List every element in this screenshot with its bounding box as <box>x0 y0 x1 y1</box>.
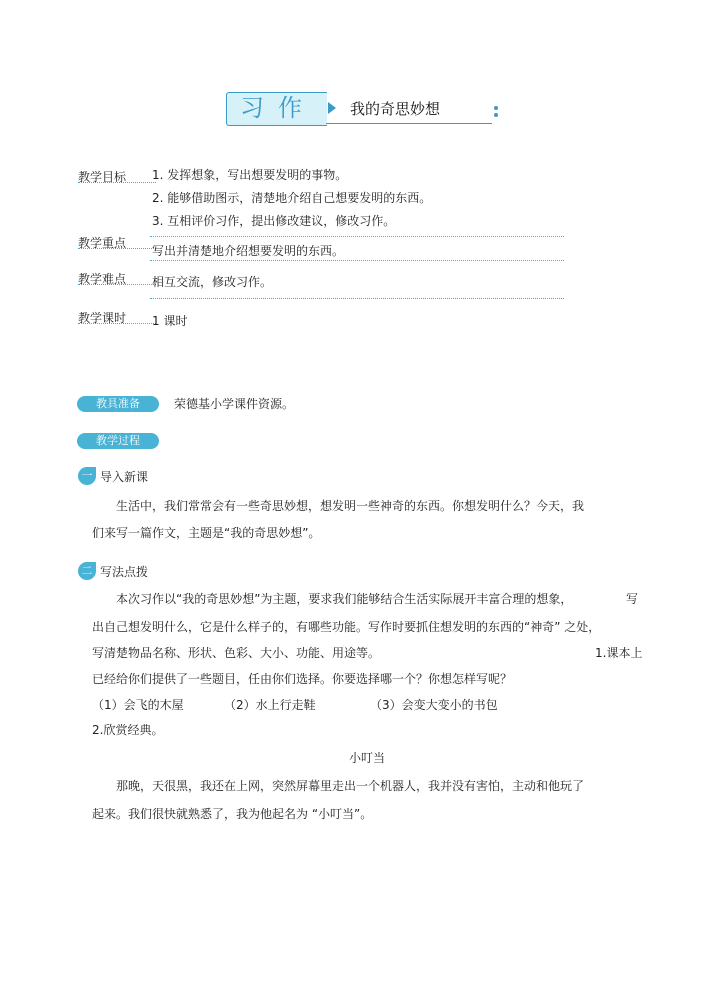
section-title-2: 写法点拨 <box>100 565 149 579</box>
section2-line-1-tail: 写 <box>626 592 639 606</box>
section-badge-1: 一 <box>78 467 96 485</box>
difficulty-text: 相互交流，修改习作。 <box>152 275 273 289</box>
section1-line-2: 们来写一篇作文，主题是“我的奇思妙想”。 <box>92 526 321 540</box>
goal-item-3: 3. 互相评价习作，提出修改建议，修改习作。 <box>152 214 396 228</box>
section1-line-1: 生活中，我们常常会有一些奇思妙想，想发明一些神奇的东西。你想发明什么？今天，我 <box>116 499 585 513</box>
hours-text: 1 课时 <box>152 314 188 328</box>
focus-text: 写出并清楚地介绍想要发明的东西。 <box>152 244 345 258</box>
section2-item-2: 2.欣赏经典。 <box>92 723 164 737</box>
process-pill: 教学过程 <box>77 433 159 449</box>
hours-label-underline <box>78 323 156 324</box>
row-divider <box>150 298 564 299</box>
option-2: （2）水上行走鞋 <box>224 698 316 712</box>
row-divider <box>150 260 564 261</box>
goal-item-1: 1. 发挥想象，写出想要发明的事物。 <box>152 168 348 182</box>
section2-line-3: 写清楚物品名称、形状、色彩、大小、功能、用途等。 <box>92 646 381 660</box>
arrow-right-icon <box>328 102 336 114</box>
row-divider <box>150 236 564 237</box>
section2-line-2: 出自己想发明什么，它是什么样子的，有哪些功能。写作时要抓住想发明的东西的“神奇” 之处， <box>92 620 601 634</box>
title-banner <box>226 92 496 126</box>
section2-item-1: 1.课本上 <box>595 646 643 660</box>
prep-text: 荣德基小学课件资源。 <box>174 397 295 411</box>
difficulty-label: 教学难点 <box>78 272 127 286</box>
option-1: （1）会飞的木屋 <box>92 698 184 712</box>
focus-label-underline <box>78 248 156 249</box>
hours-label: 教学课时 <box>78 311 127 325</box>
goals-label-underline <box>78 182 156 183</box>
section-badge-2: 二 <box>78 562 96 580</box>
section2-line-4: 已经给你们提供了一些题目，任由你们选择。你要选择哪一个？你想怎样写呢？ <box>92 672 513 686</box>
banner-subtitle: 我的奇思妙想 <box>350 100 441 118</box>
focus-label: 教学重点 <box>78 236 127 250</box>
goal-item-2: 2. 能够借助图示，清楚地介绍自己想要发明的东西。 <box>152 191 432 205</box>
story-line-1: 那晚，天很黑，我还在上网，突然屏幕里走出一个机器人，我并没有害怕，主动和他玩了 <box>116 779 585 793</box>
dots-icon <box>492 106 502 124</box>
banner-underline <box>326 123 492 124</box>
goals-label: 教学目标 <box>78 170 127 184</box>
difficulty-label-underline <box>78 284 156 285</box>
section-title-1: 导入新课 <box>100 470 149 484</box>
story-title: 小叮当 <box>349 751 386 765</box>
option-3: （3）会变大变小的书包 <box>370 698 498 712</box>
story-line-2: 起来。我们很快就熟悉了，我为他起名为 “小叮当”。 <box>92 807 373 821</box>
section2-line-1: 本次习作以“我的奇思妙想”为主题，要求我们能够结合生活实际展开丰富合理的想象， <box>116 592 573 606</box>
prep-pill: 教具准备 <box>77 396 159 412</box>
banner-main-title: 习作 <box>240 94 316 122</box>
